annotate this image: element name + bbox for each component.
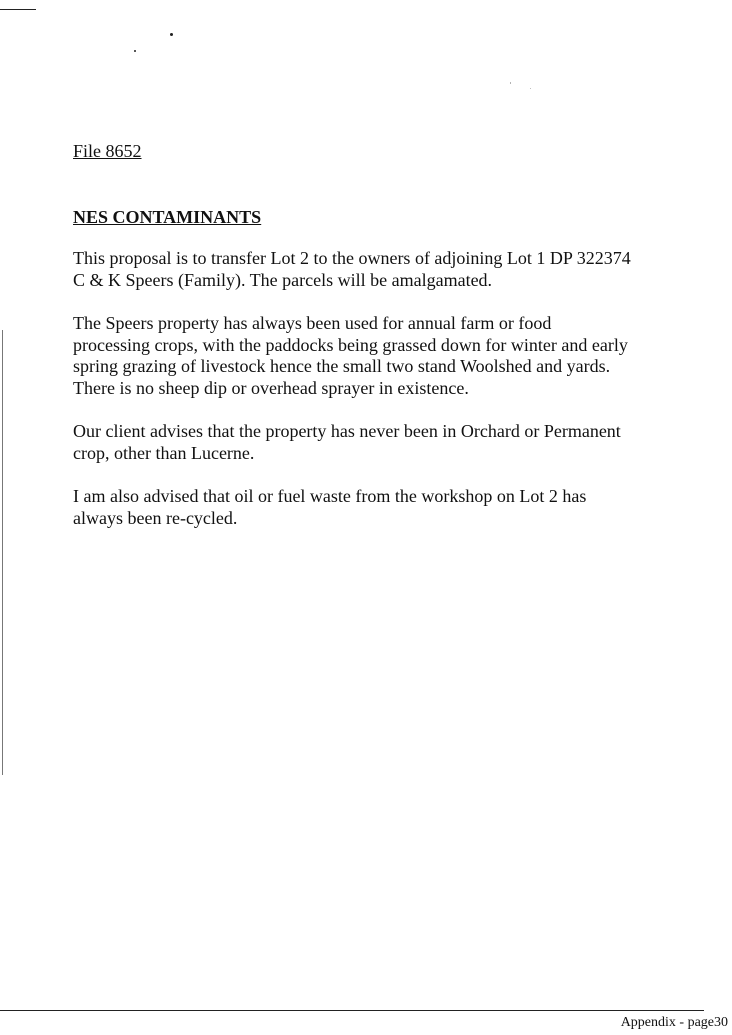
- text-line: Our client advises that the property has never been in Orchard or Permanent: [73, 421, 621, 441]
- text-line: always been re-cycled.: [73, 507, 238, 528]
- text-line: crop, other than Lucerne.: [73, 442, 255, 463]
- text-line: The Speers property has always been used for annual farm or food: [73, 313, 552, 333]
- scan-edge-line: [2, 330, 3, 775]
- paragraph: [73, 313, 693, 399]
- text-line: There is no sheep dip or overhead sprayer in existence.: [73, 377, 469, 398]
- text-line: processing crops, with the paddocks being grassed down for winter and early: [73, 334, 628, 355]
- footer-rule: [0, 1010, 704, 1011]
- scan-speck: [510, 82, 511, 84]
- scan-speck: [134, 50, 136, 52]
- text-line: C & K Speers (Family). The parcels will be amalgamated.: [73, 269, 493, 290]
- section-heading: NES CONTAMINANTS: [73, 207, 262, 227]
- scan-speck: [530, 88, 531, 89]
- paragraph: [73, 248, 693, 291]
- top-rule: [0, 9, 36, 10]
- text-line: I am also advised that oil or fuel waste from the workshop on Lot 2 has: [73, 486, 587, 506]
- document-body: [73, 248, 693, 551]
- text-line: spring grazing of livestock hence the small two stand Woolshed and yards.: [73, 356, 611, 376]
- paragraph: [73, 486, 693, 529]
- scan-speck: [170, 33, 173, 36]
- text-line: This proposal is to transfer Lot 2 to the owners of adjoining Lot 1 DP 322374: [73, 248, 631, 268]
- paragraph: [73, 421, 693, 464]
- page-footer: Appendix - page30: [620, 1015, 728, 1030]
- file-reference: File 8652: [73, 141, 142, 161]
